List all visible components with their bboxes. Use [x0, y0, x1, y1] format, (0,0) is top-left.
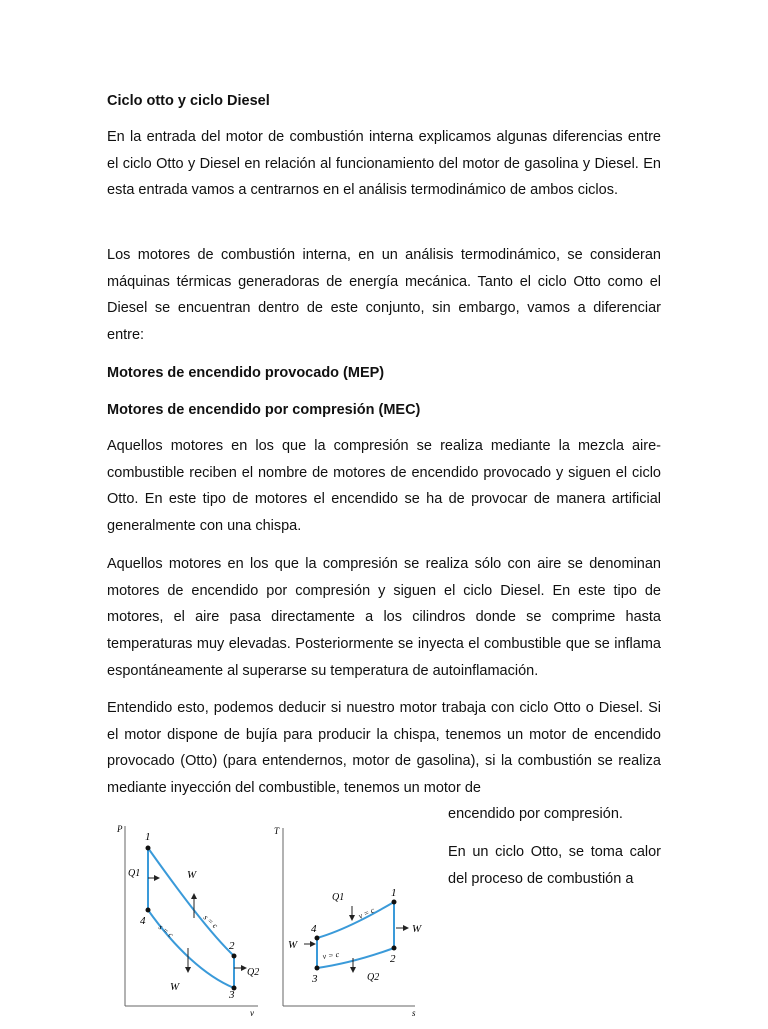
ts-point-2: 2	[390, 953, 396, 965]
pv-point-2: 2	[229, 940, 235, 952]
ts-diagram	[274, 826, 422, 1018]
ts-axis-x-label: s	[412, 1008, 416, 1018]
wrap-text-continuation: encendido por compresión.	[448, 806, 623, 822]
otto-cycle-figure	[110, 818, 435, 1024]
pv-axis-x-label: v	[250, 1008, 254, 1018]
ts-point-1-marker	[392, 900, 397, 905]
ts-heat-out-label: Q2	[367, 972, 380, 983]
paragraph-2: Los motores de combustión interna, en un análisis termodinámico, se consideran máquinas térmicas generadoras de energía mecánica. Tanto el ciclo Otto como el Diesel se encuentran dentro de este conjunto, sin embargo, vamos a diferenciar entre:	[107, 247, 661, 344]
pv-work-bottom-label: W	[170, 981, 180, 993]
pv-point-1-marker	[146, 846, 151, 851]
wrap-text-otto: En un ciclo Otto, se toma calor del proceso de combustión a	[448, 844, 661, 887]
pv-point-2-marker	[232, 954, 237, 959]
pv-work-top-label: W	[187, 869, 197, 881]
paragraph-1: En la entrada del motor de combustión interna explicamos algunas diferencias entre el ciclo Otto y Diesel en relación al funcionamiento del motor de gasolina y Diesel. En esta entrada vamos a centrarnos en el análisis termodinámico de ambos ciclos.	[107, 129, 661, 199]
document-title: Ciclo otto y ciclo Diesel	[107, 93, 270, 109]
ts-point-4-marker	[315, 936, 320, 941]
ts-point-1: 1	[391, 887, 397, 899]
pv-axis-y-label: P	[117, 824, 123, 834]
paragraph-4: Aquellos motores en los que la compresión se realiza sólo con aire se denominan motores de encendido por compresión y siguen el ciclo Diesel. En este tipo de motores, el aire pasa directamente a los cilindros donde se comprime hasta temperaturas muy elevadas. Posteriormente se inyecta el combustible que se inflama espontáneamente al superarse su temperatura de autoinflamación.	[107, 556, 661, 679]
ts-isochoric-label-bottom: v = c	[322, 949, 340, 961]
pv-diagram	[116, 824, 259, 1018]
ts-point-2-marker	[392, 946, 397, 951]
pv-isentropic-label-bottom: s = c	[156, 922, 175, 940]
pv-point-1: 1	[145, 831, 151, 843]
pv-heat-in-label: Q1	[128, 868, 141, 879]
ts-heat-in-label: Q1	[332, 892, 345, 903]
ts-work-left-label: W	[288, 939, 298, 951]
ts-point-3-marker	[315, 966, 320, 971]
ts-point-3: 3	[312, 973, 318, 985]
pv-point-4: 4	[140, 915, 146, 927]
subheading-mep: Motores de encendido provocado (MEP)	[107, 365, 385, 381]
pv-point-4-marker	[146, 908, 151, 913]
pv-process-1-2	[148, 848, 234, 956]
pv-isentropic-label-top: s = c	[201, 912, 220, 931]
pv-heat-out-label: Q2	[247, 967, 260, 978]
paragraph-3: Aquellos motores en los que la compresión se realiza mediante la mezcla aire-combustible reciben el nombre de motores de encendido provocado y siguen el ciclo Otto. En este tipo de motores el encendido se ha de provocar de manera artificial generalmente con una chispa.	[107, 438, 661, 535]
pv-process-3-4	[148, 910, 234, 988]
pv-point-3: 3	[229, 989, 235, 1001]
ts-point-4: 4	[311, 923, 317, 935]
ts-isochoric-label-top: v = c	[357, 905, 376, 921]
paragraph-5: Entendido esto, podemos deducir si nuestro motor trabaja con ciclo Otto o Diesel. Si el motor dispone de bujía para producir la chispa, tenemos un motor de encendido provocado (Otto) (para entendernos, motor de gasolina), si la combustión se realiza mediante inyección del combustible, tenemos un motor de	[107, 700, 661, 797]
otto-cycle-diagrams	[110, 818, 435, 1024]
subheading-mec: Motores de encendido por compresión (MEC)	[107, 402, 421, 418]
ts-axis-y-label: T	[274, 826, 280, 836]
ts-work-right-label: W	[412, 923, 422, 935]
ts-process-4-1	[317, 902, 394, 938]
